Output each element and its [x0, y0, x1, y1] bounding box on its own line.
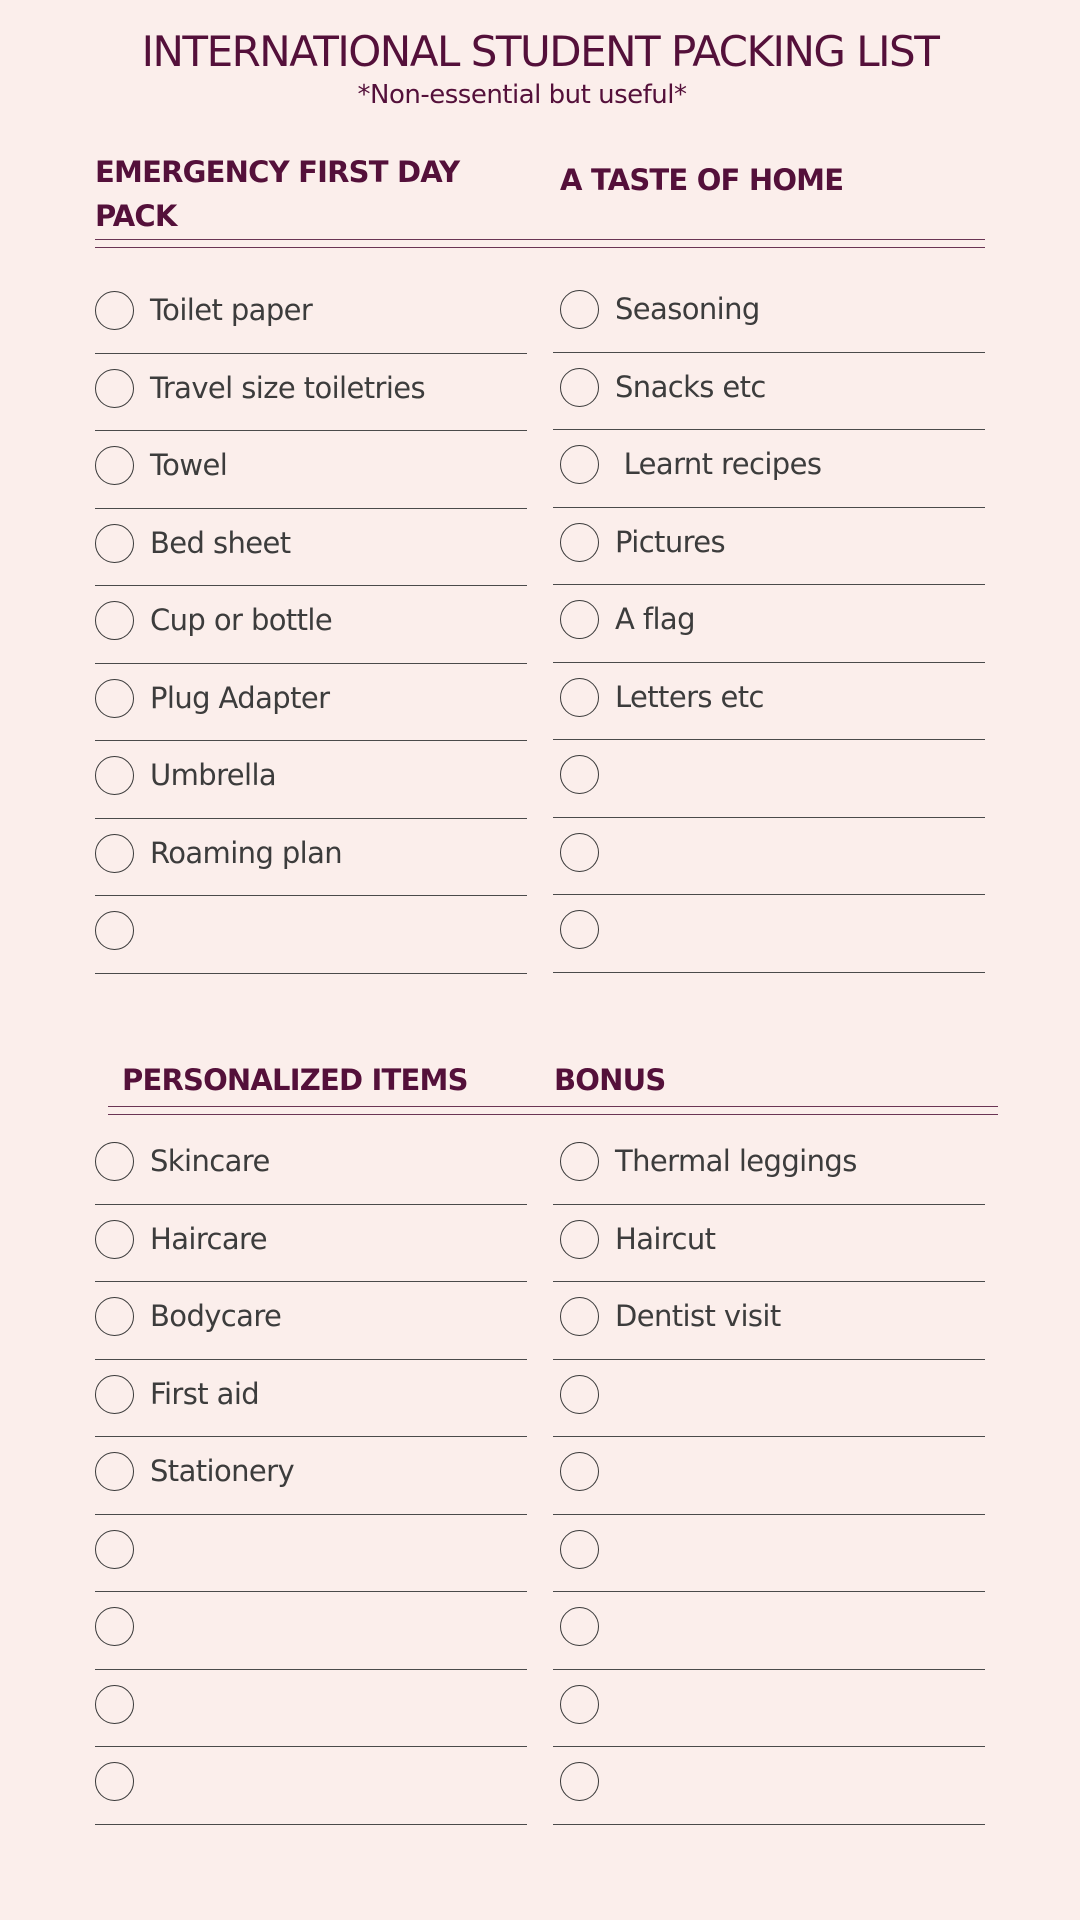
- checkbox-circle[interactable]: [560, 678, 599, 717]
- checkbox-circle[interactable]: [95, 756, 134, 795]
- list-item: [553, 740, 985, 818]
- item-label: First aid: [150, 1376, 260, 1411]
- list-item: [95, 664, 527, 742]
- checkbox-circle[interactable]: [560, 368, 599, 407]
- list-item: [95, 896, 527, 974]
- list-item: [95, 509, 527, 587]
- checkbox-circle[interactable]: [95, 911, 134, 950]
- checkbox-circle[interactable]: [95, 1142, 134, 1181]
- list-item: [553, 1282, 985, 1360]
- item-label: Letters etc: [615, 679, 764, 714]
- checkbox-circle[interactable]: [560, 523, 599, 562]
- list-item: [553, 663, 985, 741]
- list-item: [95, 1360, 527, 1438]
- checkbox-circle[interactable]: [560, 445, 599, 484]
- section-divider-top-2: [95, 247, 985, 248]
- list-item: [95, 276, 527, 354]
- page-subtitle: *Non-essential but useful*: [357, 80, 687, 110]
- list-item: [95, 1205, 527, 1283]
- checklist-personalized: [95, 1127, 527, 1825]
- item-label: Towel: [150, 448, 228, 482]
- item-label: Haircare: [150, 1221, 267, 1256]
- list-item: [553, 1437, 985, 1515]
- list-item: [553, 1127, 985, 1205]
- item-label: Plug Adapter: [150, 680, 330, 715]
- list-item: [553, 353, 985, 431]
- list-item: [95, 431, 527, 509]
- checkbox-circle[interactable]: [95, 1607, 134, 1646]
- list-item: [95, 1282, 527, 1360]
- item-label: Pictures: [615, 524, 726, 559]
- item-label: Toilet paper: [150, 293, 313, 327]
- checkbox-circle[interactable]: [95, 446, 134, 485]
- list-item: [95, 1592, 527, 1670]
- list-item: [553, 1592, 985, 1670]
- item-label: Travel size toiletries: [150, 370, 426, 405]
- item-label: Roaming plan: [150, 835, 343, 870]
- list-item: [553, 1360, 985, 1438]
- list-item: [95, 1437, 527, 1515]
- item-label: Skincare: [150, 1144, 270, 1178]
- checkbox-circle[interactable]: [95, 1375, 134, 1414]
- checkbox-circle[interactable]: [95, 1297, 134, 1336]
- section-divider-top-1: [95, 239, 985, 240]
- item-label: Dentist visit: [615, 1299, 781, 1333]
- checkbox-circle[interactable]: [95, 369, 134, 408]
- list-item: [95, 819, 527, 897]
- checklist-emergency: [95, 276, 527, 974]
- item-label: Thermal leggings: [615, 1144, 857, 1178]
- checkbox-circle[interactable]: [560, 755, 599, 794]
- item-label: Stationery: [150, 1454, 295, 1488]
- checkbox-circle[interactable]: [560, 1762, 599, 1801]
- item-label: Learnt recipes: [615, 447, 822, 481]
- list-item: [95, 586, 527, 664]
- checkbox-circle[interactable]: [560, 1452, 599, 1491]
- item-label: Bodycare: [150, 1299, 282, 1333]
- checkbox-circle[interactable]: [95, 1530, 134, 1569]
- checkbox-circle[interactable]: [560, 290, 599, 329]
- item-label: Seasoning: [615, 292, 760, 326]
- checkbox-circle[interactable]: [95, 834, 134, 873]
- section-divider-bottom-1: [108, 1106, 998, 1107]
- checkbox-circle[interactable]: [560, 1530, 599, 1569]
- checklist-taste-of-home: [553, 275, 985, 973]
- item-label: A flag: [615, 602, 695, 636]
- checkbox-circle[interactable]: [95, 1452, 134, 1491]
- section-divider-bottom-2: [108, 1114, 998, 1115]
- section-heading-personalized: PERSONALIZED ITEMS: [122, 1063, 468, 1097]
- list-item: [95, 1515, 527, 1593]
- list-item: [95, 1127, 527, 1205]
- list-item: [95, 1747, 527, 1825]
- checkbox-circle[interactable]: [95, 1685, 134, 1724]
- item-label: Cup or bottle: [150, 603, 333, 637]
- checkbox-circle[interactable]: [95, 1220, 134, 1259]
- checkbox-circle[interactable]: [560, 1142, 599, 1181]
- list-item: [553, 1205, 985, 1283]
- page-title: INTERNATIONAL STUDENT PACKING LIST: [141, 27, 939, 76]
- checkbox-circle[interactable]: [560, 910, 599, 949]
- checkbox-circle[interactable]: [95, 524, 134, 563]
- list-item: [553, 818, 985, 896]
- item-label: Haircut: [615, 1221, 716, 1256]
- section-heading-bonus: BONUS: [554, 1063, 666, 1097]
- checklist-bonus: [553, 1127, 985, 1825]
- checkbox-circle[interactable]: [95, 679, 134, 718]
- checkbox-circle[interactable]: [560, 1375, 599, 1414]
- item-label: Bed sheet: [150, 525, 291, 560]
- section-heading-taste-of-home: A TASTE OF HOME: [560, 163, 844, 197]
- list-item: [553, 275, 985, 353]
- item-label: Snacks etc: [615, 369, 766, 404]
- checkbox-circle[interactable]: [560, 1685, 599, 1724]
- list-item: [553, 585, 985, 663]
- list-item: [553, 508, 985, 586]
- checkbox-circle[interactable]: [560, 600, 599, 639]
- list-item: [553, 1747, 985, 1825]
- checkbox-circle[interactable]: [560, 1607, 599, 1646]
- checkbox-circle[interactable]: [95, 601, 134, 640]
- section-heading-emergency: EMERGENCY FIRST DAY PACK: [95, 155, 460, 233]
- checkbox-circle[interactable]: [560, 833, 599, 872]
- list-item: [553, 1515, 985, 1593]
- list-item: [553, 430, 985, 508]
- list-item: [95, 741, 527, 819]
- checkbox-circle[interactable]: [95, 291, 134, 330]
- item-label: Umbrella: [150, 758, 277, 792]
- list-item: [553, 895, 985, 973]
- checkbox-circle[interactable]: [95, 1762, 134, 1801]
- list-item: [95, 1670, 527, 1748]
- checkbox-circle[interactable]: [560, 1220, 599, 1259]
- list-item: [95, 354, 527, 432]
- checkbox-circle[interactable]: [560, 1297, 599, 1336]
- list-item: [553, 1670, 985, 1748]
